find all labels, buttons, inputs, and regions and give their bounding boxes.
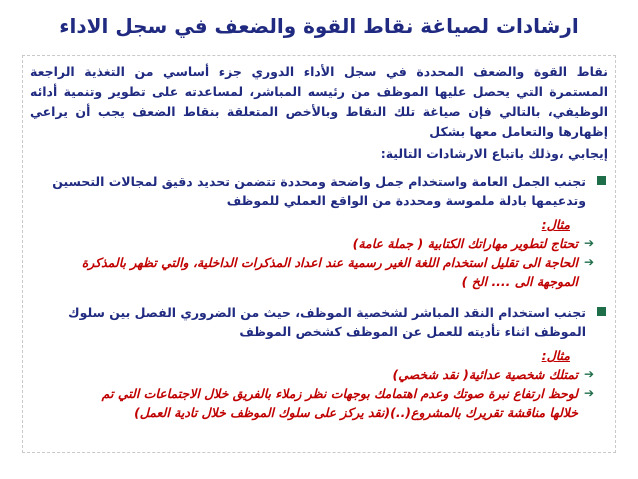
arrow-left-icon: ➔ (583, 236, 594, 250)
intro-last-line: إيجابي ،وذلك باتباع الارشادات التالية: (380, 146, 608, 161)
example-label: مثال: (541, 217, 570, 232)
square-bullet-icon (597, 176, 606, 185)
example-label: مثال: (541, 348, 570, 363)
example-text: لوحظ ارتفاع نبرة صوتك وعدم اهتمامك بوجهات نظر زملاء بالفريق خلال الاجتماعات التي تم (101, 386, 578, 401)
example-item (30, 253, 608, 272)
example-item (30, 234, 608, 253)
content-body (30, 62, 608, 422)
example-item (30, 365, 608, 384)
guideline-text: تجنب الجمل العامة واستخدام جمل واضحة ومحددة تتضمن تحديد دقيق لمجالات التحسين وتدعيمها بادلة ملموسة ومحددة من الواقع العملي للموظف (52, 174, 586, 208)
guideline-text: تجنب استخدام النقد المباشر لشخصية الموظف، حيث من الضروري الفصل بين سلوك الموظف اثناء تأديته للعمل عن الموظف كشخص الموظف (68, 305, 586, 339)
page-title: ارشادات لصياغة نقاط القوة والضعف في سجل الاداء (59, 14, 579, 38)
intro-paragraph: نقاط القوة والضعف المحددة في سجل الأداء الدوري جزء أساسي من التغذية الراجعة المستمرة التي يحصل عليها الموظف من رئيسه المباشر، لمساعدته على تطوير وتنمية أدائه الوظيفي، بالتالي فإن صياغة تلك النقاط وبالأخص المتعلقة بنقاط الضعف يجب أن يراعي إظهارها والتعامل معها بشكل (30, 64, 608, 139)
example-continuation: خلالها مناقشة تقريرك بالمشروع(..)(نقد يركز على سلوك الموظف خلال تادية العمل) (134, 405, 578, 420)
example-text: تحتاج لتطوير مهاراتك الكتابية ( جملة عامة) (352, 236, 578, 251)
example-text: تمتلك شخصية عدائية( نقد شخصي) (392, 367, 578, 382)
square-bullet-icon (597, 307, 606, 316)
arrow-left-icon: ➔ (583, 386, 594, 400)
arrow-left-icon: ➔ (583, 255, 594, 269)
example-continuation: الموجهة الى .... الخ ) (461, 274, 578, 289)
example-item (30, 384, 608, 403)
guideline-bullet (30, 303, 608, 341)
example-text: الحاجة الى تقليل استخدام اللغة الغير رسمية عند اعداد المذكرات الداخلية، والتي تظهر بالمذكرة (81, 255, 578, 270)
guideline-bullet (30, 172, 608, 210)
arrow-left-icon: ➔ (583, 367, 594, 381)
